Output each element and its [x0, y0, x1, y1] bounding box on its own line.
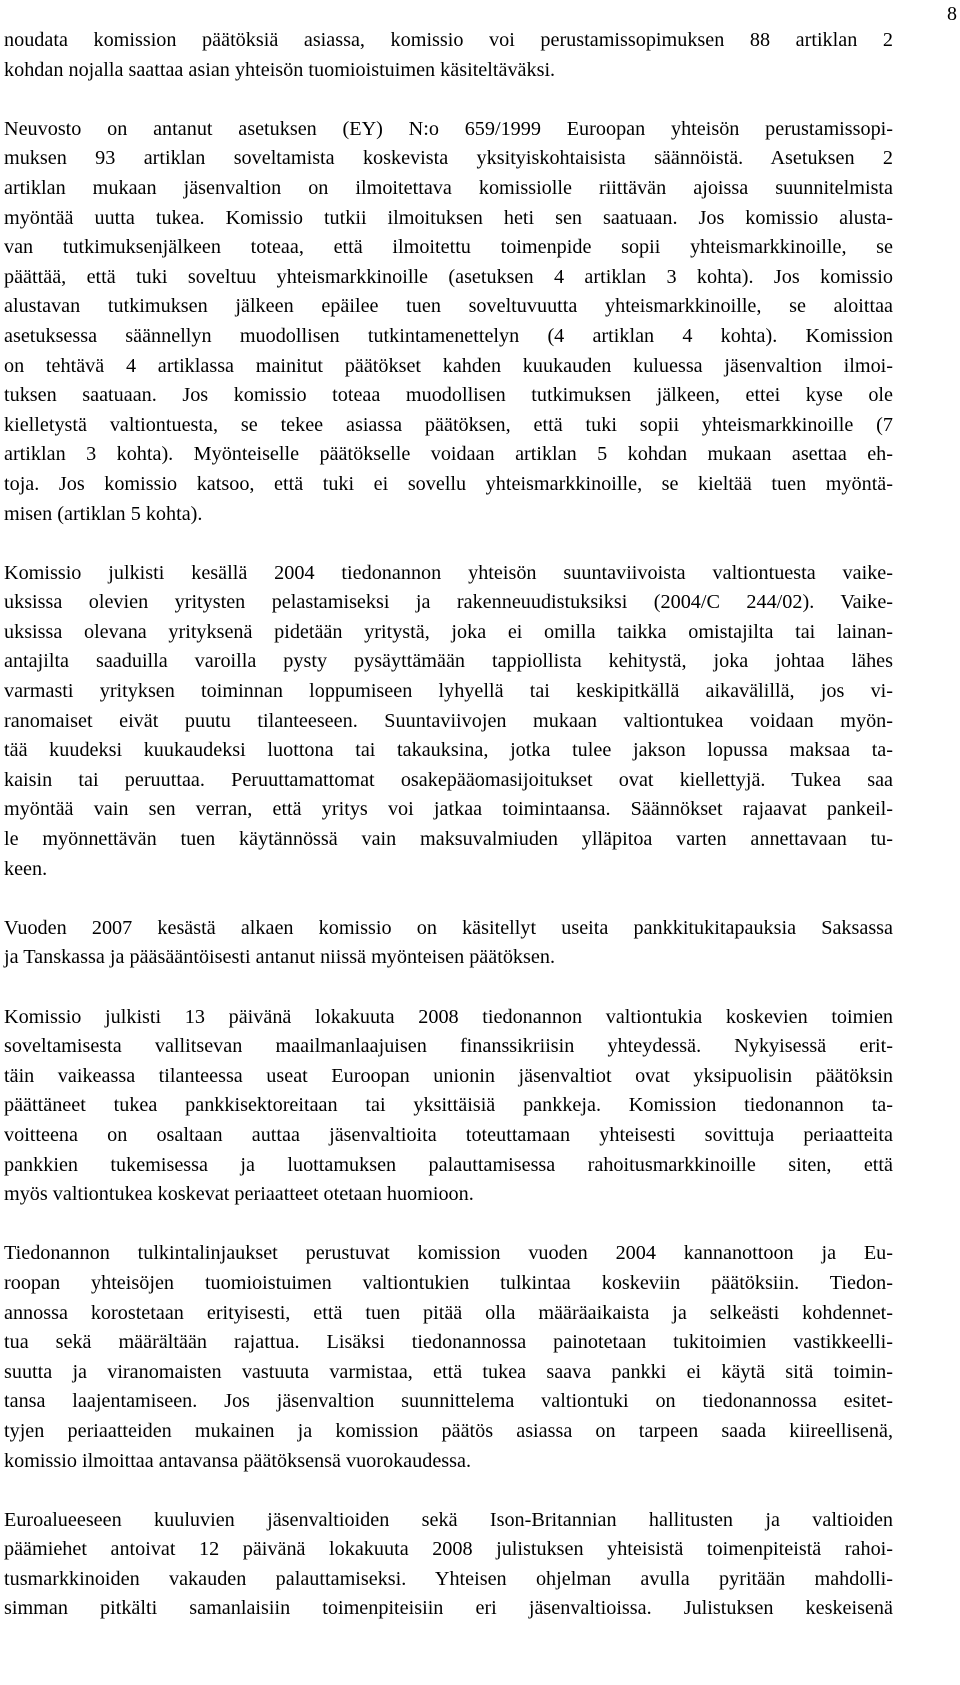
paragraph-spacer [4, 1476, 893, 1506]
text-line: asetuksessa säännellyn muodollisen tutkintamenettelyn (4 artiklan 4 kohta). Komission [4, 324, 893, 347]
text-line: ja Tanskassa ja pääsääntöisesti antanut niissä myönteisen päätöksen. [4, 946, 555, 969]
text-line: roopan yhteisöjen tuomioistuimen valtiontukien tulkintaa koskeviin päätöksiin. Tiedon- [4, 1271, 893, 1294]
text-line: soveltamisesta vallitsevan maailmanlaajuisen finanssikriisin yhteydessä. Nykyisessä erit- [4, 1035, 893, 1058]
text-line: päättää, että tuki soveltuu yhteismarkkinoille (asetuksen 4 artiklan 3 kohta). Jos komissio [4, 265, 893, 288]
paragraph [4, 115, 893, 529]
text-line: päämiehet antoivat 12 päivänä lokakuuta 2008 julistuksen yhteisistä toimenpiteistä rahoi- [4, 1538, 893, 1561]
text-line: kaisin tai peruuttaa. Peruuttamattomat osakepääomasijoitukset ovat kiellettyjä. Tukea saa [4, 768, 893, 791]
text-line: uksissa olevana yrityksenä pidetään yritystä, joka ei omilla taikka omistajilta tai lainan- [4, 620, 893, 643]
page-number: 8 [947, 3, 957, 25]
text-line: Komissio julkisti kesällä 2004 tiedonannon yhteisön suuntaviivoista valtiontuesta vaike- [4, 561, 893, 584]
text-line: simman pitkälti samanlaisiin toimenpiteisiin eri jäsenvaltioissa. Julistuksen keskeisenä [4, 1597, 893, 1620]
paragraph-spacer [4, 85, 893, 115]
text-line: muksen 93 artiklan soveltamista koskevista yksityiskohtaisista säännöistä. Asetuksen 2 [4, 147, 893, 170]
paragraph [4, 26, 893, 85]
text-line: tuksen saatuaan. Jos komissio toteaa muodollisen tutkimuksen jälkeen, ettei kyse ole [4, 384, 893, 407]
text-line: Vuoden 2007 kesästä alkaen komissio on käsitellyt useita pankkitukitapauksia Saksassa [4, 916, 893, 939]
text-line: artiklan 3 kohta). Myönteiselle päätökselle voidaan artiklan 5 kohdan mukaan asettaa eh- [4, 443, 893, 466]
text-line: päättäneet tukea pankkisektoreitaan tai yksittäisiä pankkeja. Komission tiedonannon ta- [4, 1094, 893, 1117]
paragraph-spacer [4, 1210, 893, 1240]
text-line: alustavan tutkimuksen jälkeen epäilee tuen soveltuvuutta yhteismarkkinoille, se aloittaa [4, 295, 893, 318]
text-line: myös valtiontukea koskevat periaatteet otetaan huomioon. [4, 1183, 474, 1206]
paragraph-spacer [4, 884, 893, 914]
text-line: van tutkimuksenjälkeen toteaa, että ilmoitettu toimenpide sopii yhteismarkkinoille, se [4, 236, 893, 259]
text-line: ranomaiset eivät puutu tilanteeseen. Suuntaviivojen mukaan valtiontukea voidaan myön- [4, 709, 893, 732]
text-line: antajilta saaduilla varoilla pysty pysäyttämään tappiollista kehitystä, joka johtaa lähes [4, 650, 893, 673]
text-line: täin vaikeassa tilanteessa useat Euroopan unionin jäsenvaltiot ovat yksipuolisin päätöksin [4, 1064, 893, 1087]
paragraph-spacer [4, 529, 893, 559]
text-line: myöntää vain sen verran, että yritys voi jatkaa toimintaansa. Säännökset rajaavat pankeil- [4, 798, 893, 821]
text-line: pankkien tukemisessa ja luottamuksen palauttamisessa rahoitusmarkkinoille siten, että [4, 1153, 893, 1176]
text-line: Komissio julkisti 13 päivänä lokakuuta 2008 tiedonannon valtiontukia koskevien toimien [4, 1005, 893, 1028]
text-line: tusmarkkinoiden vakauden palauttamiseksi. Yhteisen ohjelman avulla pyritään mahdolli- [4, 1567, 893, 1590]
paragraph [4, 914, 893, 973]
paragraph-spacer [4, 973, 893, 1003]
text-line: tyjen periaatteiden mukainen ja komission päätös asiassa on tarpeen saada kiireellisenä, [4, 1419, 893, 1442]
text-line: annossa korostetaan erityisesti, että tuen pitää olla määräaikaista ja selkeästi kohdennet- [4, 1301, 893, 1324]
text-line: kielletystä valtiontuesta, se tekee asiassa päätöksen, että tuki sopii yhteismarkkinoille (7 [4, 413, 893, 436]
paragraph [4, 559, 893, 885]
text-line: misen (artiklan 5 kohta). [4, 502, 203, 525]
text-line: kohdan nojalla saattaa asian yhteisön tuomioistuimen käsiteltäväksi. [4, 58, 556, 81]
paragraph [4, 1239, 893, 1476]
text-line: Tiedonannon tulkintalinjaukset perustuvat komission vuoden 2004 kannanottoon ja Eu- [4, 1242, 893, 1265]
text-line: uksissa olevien yritysten pelastamiseksi ja rakenneuudistuksiksi (2004/C 244/02). Vaike- [4, 591, 893, 614]
text-line: Euroalueeseen kuuluvien jäsenvaltioiden sekä Ison-Britannian hallitusten ja valtioiden [4, 1508, 893, 1531]
text-line: tua sekä määrältään rajattua. Lisäksi tiedonannossa painotetaan tukitoimien vastikkeelli- [4, 1331, 893, 1354]
text-line: artiklan mukaan jäsenvaltion on ilmoitettava komissiolle riittävän ajoissa suunnitelmista [4, 176, 893, 199]
text-line: Neuvosto on antanut asetuksen (EY) N:o 659/1999 Euroopan yhteisön perustamissopi- [4, 117, 893, 140]
text-line: myöntää uutta tukea. Komissio tutkii ilmoituksen heti sen saatuaan. Jos komissio alusta- [4, 206, 893, 229]
paragraph [4, 1506, 893, 1624]
text-line: tansa laajentamiseen. Jos jäsenvaltion suunnittelema valtiontuki on tiedonannossa esitet- [4, 1390, 893, 1413]
text-line: voitteena on osaltaan auttaa jäsenvaltioita toteuttamaan yhteisesti sovittuja periaatteita [4, 1123, 893, 1146]
text-line: suutta ja viranomaisten vastuuta varmistaa, että tukea saava pankki ei käytä sitä toimin- [4, 1360, 893, 1383]
text-line: komissio ilmoittaa antavansa päätöksensä vuorokaudessa. [4, 1449, 472, 1472]
text-line: noudata komission päätöksiä asiassa, komissio voi perustamissopimuksen 88 artiklan 2 [4, 29, 893, 51]
text-line: keen. [4, 857, 48, 880]
text-line: le myönnettävän tuen käytännössä vain maksuvalmiuden ylläpitoa varten annettavaan tu- [4, 828, 893, 851]
text-line: on tehtävä 4 artiklassa mainitut päätökset kahden kuukauden kuluessa jäsenvaltion ilmoi- [4, 354, 893, 377]
paragraph [4, 1003, 893, 1210]
text-line: toja. Jos komissio katsoo, että tuki ei sovellu yhteismarkkinoille, se kieltää tuen myöntä- [4, 472, 893, 495]
document-body [4, 26, 893, 1624]
text-line: tää kuudeksi kuukaudeksi luottona tai takauksina, jotka tulee jakson lopussa maksaa ta- [4, 739, 893, 762]
text-line: varmasti yrityksen toiminnan loppumiseen lyhyellä tai keskipitkällä aikavälillä, jos vi- [4, 680, 893, 703]
